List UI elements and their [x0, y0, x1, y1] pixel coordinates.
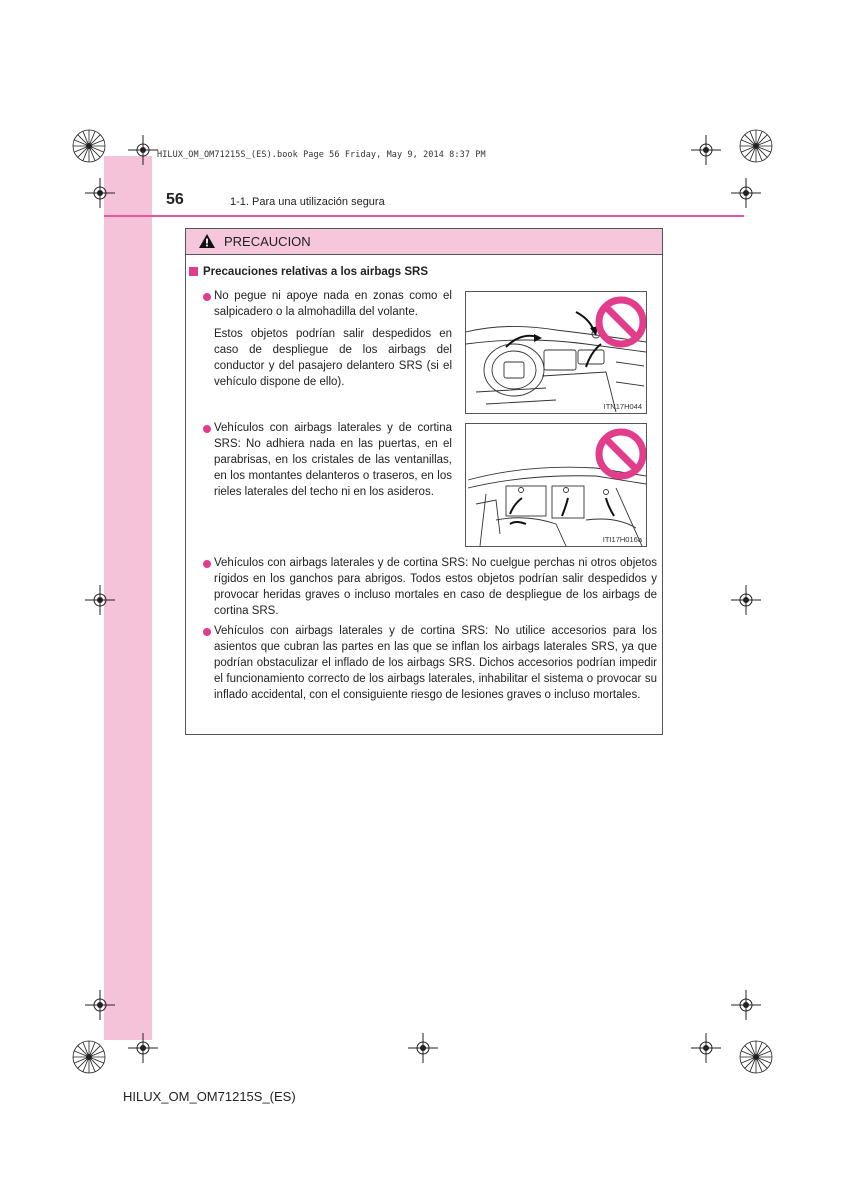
crosshair-mark-top-right-a: [691, 135, 721, 165]
crosshair-mark-bottom-right-a: [691, 1033, 721, 1063]
crosshair-mark-top-left-b: [85, 178, 115, 208]
dashboard-drawing: [466, 292, 646, 413]
illustration-dashboard: [465, 291, 647, 414]
bullet-icon: [203, 425, 211, 433]
illustration-code: ITI17H016a: [602, 535, 642, 544]
bullet-icon: [203, 293, 211, 301]
caution-title: PRECAUCION: [224, 234, 311, 249]
crosshair-mark-bottom-left-a: [85, 990, 115, 1020]
crosshair-mark-mid-left: [85, 585, 115, 615]
footer-doc-code: HILUX_OM_OM71215S_(ES): [123, 1089, 296, 1104]
warning-icon: [198, 233, 216, 249]
registration-mark-top-right-disc: [737, 127, 775, 165]
crosshair-mark-top-left-a: [128, 135, 158, 165]
caution-box: [185, 228, 663, 735]
list-item: No pegue ni apoye nada en zonas como el salpicadero o la almohadilla del volante.: [214, 290, 452, 318]
illustration-code: ITN17H044: [603, 402, 642, 411]
list-item-extra: Estos objetos podrían salir despedidos en caso de despliegue de los airbags del conductor y del pasajero delantero SRS (si el vehículo dispone de ello).: [214, 328, 452, 388]
list-item: Vehículos con airbags laterales y de cortina SRS: No utilice accesorios para los asientos que cubran las partes en las que se inflan los airbags laterales SRS, ya que podrían obstaculizar el inflado de los airbags SRS. Dichos accesorios podrían impedir el funcionamiento correcto de los airbags laterales, inhabilitar el sistema o provocar su inflado accidental, con el consiguiente riesgo de lesiones graves o incluso mortales.: [214, 625, 657, 701]
prohibited-icon: [599, 300, 643, 344]
bullet-icon: [203, 560, 211, 568]
illustration-cabin: [465, 423, 647, 547]
registration-mark-bottom-right-disc: [737, 1038, 775, 1076]
registration-mark-bottom-left-disc: [70, 1038, 108, 1076]
cabin-drawing: [466, 424, 646, 546]
caution-header: [186, 229, 662, 255]
page-number: 56: [166, 191, 184, 208]
list-item: Vehículos con airbags laterales y de cortina SRS: No adhiera nada en las puertas, en el parabrisas, en los cristales de las ventanillas, en los montantes delanteros o traseros, en los rieles laterales del techo ni en los asideros.: [214, 422, 452, 498]
crosshair-mark-bottom-center: [408, 1033, 438, 1063]
header-rule: [104, 215, 744, 217]
square-bullet-icon: [189, 267, 198, 276]
file-info: HILUX_OM_OM71215S_(ES).book Page 56 Friday, May 9, 2014 8:37 PM: [157, 150, 486, 160]
crosshair-mark-top-right-b: [731, 178, 761, 208]
list-item: Vehículos con airbags laterales y de cortina SRS: No cuelgue perchas ni otros objetos rígidos en los ganchos para abrigos. Todos estos objetos podrían salir despedidos y provocar heridas graves o incluso mortales en caso de despliegue de los airbags de cortina SRS.: [214, 557, 657, 617]
bullet-icon: [203, 628, 211, 636]
registration-mark-top-left-disc: [70, 127, 108, 165]
crosshair-mark-mid-right: [731, 585, 761, 615]
subheading-text: Precauciones relativas a los airbags SRS: [203, 266, 429, 278]
crosshair-mark-bottom-left-b: [128, 1033, 158, 1063]
section-title: 1-1. Para una utilización segura: [230, 196, 385, 208]
subheading: [189, 266, 428, 278]
crosshair-mark-bottom-right-b: [731, 990, 761, 1020]
prohibited-icon: [599, 432, 643, 476]
